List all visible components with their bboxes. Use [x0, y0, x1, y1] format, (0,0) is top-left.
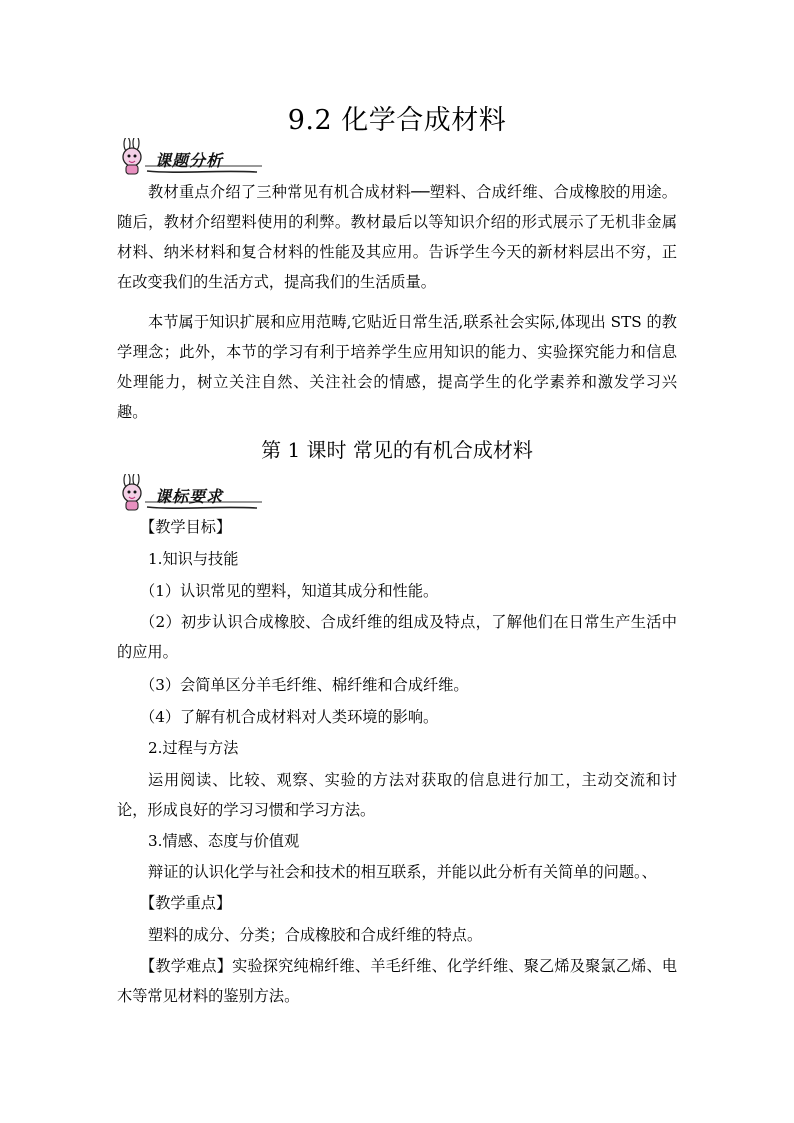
difficulty-heading: 【教学难点】	[140, 957, 233, 975]
process-methods-heading: 2.过程与方法	[148, 739, 239, 757]
section-header-standards	[117, 474, 267, 514]
page-title: 9.2 化学合成材料	[287, 105, 507, 136]
difficulty-paragraph	[117, 951, 677, 1011]
knowledge-skills-heading: 1.知识与技能	[148, 550, 239, 568]
knowledge-item-1: （1）认识常见的塑料，知道其成分和性能。	[140, 582, 439, 600]
knowledge-item-4: （4）了解有机合成材料对人类环境的影响。	[140, 708, 439, 726]
emotion-values-heading: 3.情感、态度与价值观	[148, 832, 300, 850]
section-label-analysis: 课题分析	[155, 151, 224, 170]
teaching-goals-heading: 【教学目标】	[140, 518, 232, 536]
key-points-text: 塑料的成分、分类；合成橡胶和合成纤维的特点。	[148, 926, 483, 944]
analysis-paragraph-1: 教材重点介绍了三种常见有机合成材料──塑料、合成纤维、合成橡胶的用途。随后，教材介绍塑料使用的利弊。教材最后以等知识介绍的形式展示了无机非金属材料、纳米材料和复合材料的性能及其应用。告诉学生今天的新材料层出不穷，正在改变我们的生活方式，提高我们的生活质量。	[117, 183, 677, 291]
knowledge-item-3: （3）会简单区分羊毛纤维、棉纤维和合成纤维。	[140, 676, 469, 694]
lesson-title: 第 1 课时 常见的有机合成材料	[261, 438, 533, 462]
analysis-paragraph-2: 本节属于知识扩展和应用范畴,它贴近日常生活,联系社会实际,体现出 STS 的教学理念；此外，本节的学习有利于培养学生应用知识的能力、实验探究能力和信息处理能力，树立关注自然、关注社会的情感，提高学生的化学素养和激发学习兴趣。	[117, 313, 677, 421]
key-points-heading: 【教学重点】	[140, 894, 232, 912]
difficulty-text: 实验探究纯棉纤维、羊毛纤维、化学纤维、聚乙烯及聚氯乙烯、电木等常见材料的鉴别方法。	[117, 957, 678, 1005]
section-label-standards: 课标要求	[155, 487, 224, 506]
process-methods-text: 运用阅读、比较、观察、实验的方法对获取的信息进行加工，主动交流和讨论，形成良好的学习习惯和学习方法。	[117, 771, 677, 819]
emotion-values-text: 辩证的认识化学与社会和技术的相互联系，并能以此分析有关简单的问题。、	[148, 863, 657, 881]
section-header-analysis	[117, 138, 267, 178]
knowledge-item-2: （2）初步认识合成橡胶、合成纤维的组成及特点，了解他们在日常生产生活中的应用。	[117, 613, 677, 661]
